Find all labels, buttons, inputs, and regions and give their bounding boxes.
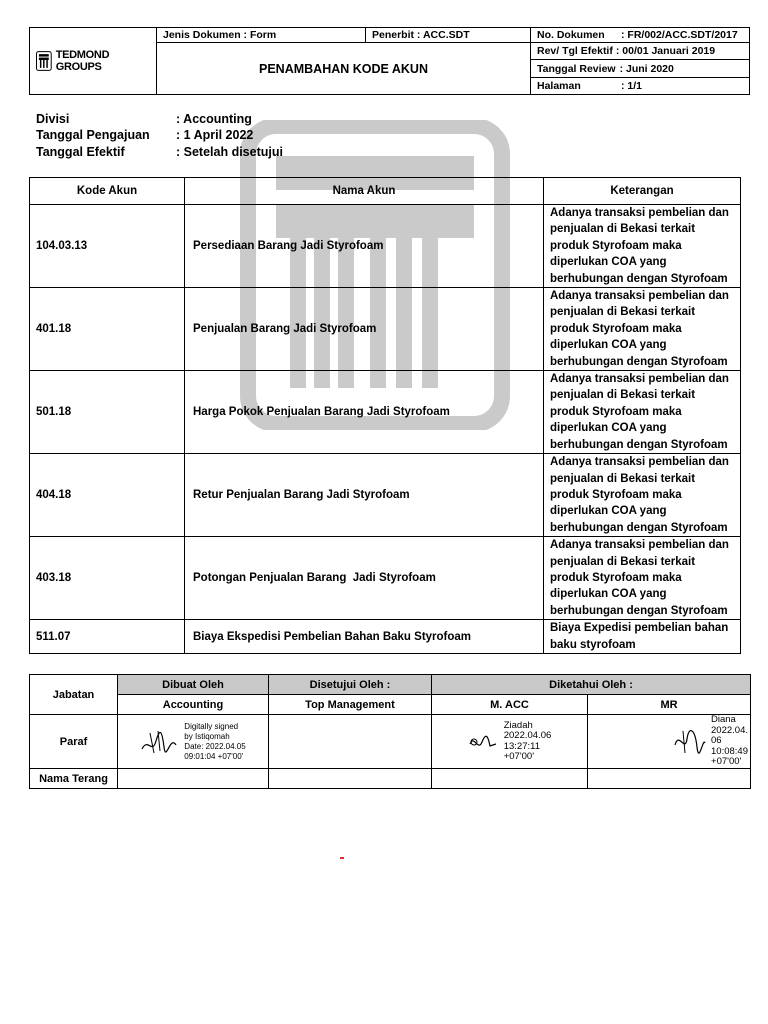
info-tanggal-pengajuan: Tanggal Pengajuan : 1 April 2022 (36, 128, 254, 142)
nama-terang-top-management (269, 769, 432, 789)
nama-akun-cell: Retur Penjualan Barang Jadi Styrofoam (185, 454, 544, 537)
kode-akun-table (29, 177, 741, 654)
nama-akun-cell: Potongan Penjualan Barang Jadi Styrofoam (185, 537, 544, 620)
kode-akun-cell: 501.18 (30, 371, 185, 454)
halaman: Halaman : 1/1 (531, 77, 750, 94)
table-header-row (30, 178, 741, 205)
table-row (30, 537, 741, 620)
dibuat-oleh-label: Dibuat Oleh (118, 675, 269, 695)
kode-akun-cell: 511.07 (30, 620, 185, 654)
paraf-mr (588, 715, 751, 769)
paraf-accounting (118, 715, 269, 769)
keterangan-cell: Biaya Expedisi pembelian bahan baku styrofoam (544, 620, 741, 654)
header-kode-akun: Kode Akun (30, 178, 185, 205)
keterangan-cell: Adanya transaksi pembelian dan penjualan di Bekasi terkait produk Styrofoam maka diperlukan COA yang berhubungan dengan Styrofoam (544, 371, 741, 454)
table-row (30, 288, 741, 371)
header-nama-akun: Nama Akun (185, 178, 544, 205)
col-mr: MR (588, 695, 751, 715)
keterangan-cell: Adanya transaksi pembelian dan penjualan di Bekasi terkait produk Styrofoam maka diperlukan COA yang berhubungan dengan Styrofoam (544, 288, 741, 371)
nama-akun-cell: Penjualan Barang Jadi Styrofoam (185, 288, 544, 371)
col-accounting: Accounting (118, 695, 269, 715)
nama-terang-label: Nama Terang (30, 769, 118, 789)
nama-akun-cell: Biaya Ekspedisi Pembelian Bahan Baku Styrofoam (185, 620, 544, 654)
jabatan-label: Jabatan (30, 675, 118, 715)
table-row (30, 454, 741, 537)
tanggal-review: Tanggal Review : Juni 2020 (531, 60, 750, 77)
keterangan-cell: Adanya transaksi pembelian dan penjualan di Bekasi terkait produk Styrofoam maka diperlukan COA yang berhubungan dengan Styrofoam (544, 205, 741, 288)
keterangan-cell: Adanya transaksi pembelian dan penjualan di Bekasi terkait produk Styrofoam maka diperlukan COA yang berhubungan dengan Styrofoam (544, 537, 741, 620)
info-tanggal-efektif: Tanggal Efektif : Setelah disetujui (36, 145, 283, 159)
col-m-acc: M. ACC (432, 695, 588, 715)
table-row (30, 205, 741, 288)
header-keterangan: Keterangan (544, 178, 741, 205)
penerbit: Penerbit : ACC.SDT (366, 28, 531, 43)
document-title: PENAMBAHAN KODE AKUN (157, 43, 531, 95)
kode-akun-cell: 401.18 (30, 288, 185, 371)
kode-akun-cell: 403.18 (30, 537, 185, 620)
paraf-label: Paraf (30, 715, 118, 769)
document-header (29, 27, 750, 95)
signature-icon (468, 730, 498, 754)
nama-terang-accounting (118, 769, 269, 789)
nama-terang-mr (588, 769, 751, 789)
nama-akun-cell: Harga Pokok Penjualan Barang Jadi Styrofoam (185, 371, 544, 454)
tedmond-logo-icon (36, 51, 52, 71)
diketahui-oleh-label: Diketahui Oleh : (432, 675, 751, 695)
digital-signature-text: Diana 2022.04. 06 10:08:49 +07'00' (711, 714, 748, 768)
table-row (30, 620, 741, 654)
col-top-management: Top Management (269, 695, 432, 715)
digital-signature-text: Ziadah 2022.04.06 13:27:11 +07'00' (503, 719, 552, 762)
jenis-dokumen: Jenis Dokumen : Form (157, 28, 366, 43)
signature-icon (140, 727, 180, 757)
paraf-top-management (269, 715, 432, 769)
red-mark (340, 857, 344, 859)
kode-akun-cell: 404.18 (30, 454, 185, 537)
keterangan-cell: Adanya transaksi pembelian dan penjualan di Bekasi terkait produk Styrofoam maka diperlukan COA yang berhubungan dengan Styrofoam (544, 454, 741, 537)
nama-terang-m-acc (432, 769, 588, 789)
rev-tgl-efektif: Rev/ Tgl Efektif : 00/01 Januari 2019 (531, 43, 750, 60)
company-name: TEDMOND GROUPS (55, 49, 110, 73)
table-row (30, 371, 741, 454)
digital-signature-text: Digitally signed by Istiqomah Date: 2022.04.05 09:01:04 +07'00' (184, 721, 246, 761)
nama-akun-cell: Persediaan Barang Jadi Styrofoam (185, 205, 544, 288)
disetujui-oleh-label: Disetujui Oleh : (269, 675, 432, 695)
paraf-m-acc (432, 715, 588, 769)
approval-table (29, 674, 751, 789)
no-dokumen: No. Dokumen : FR/002/ACC.SDT/2017 (531, 28, 750, 43)
signature-icon (671, 727, 707, 757)
company-logo (30, 28, 157, 95)
info-divisi: Divisi : Accounting (36, 112, 252, 126)
kode-akun-cell: 104.03.13 (30, 205, 185, 288)
